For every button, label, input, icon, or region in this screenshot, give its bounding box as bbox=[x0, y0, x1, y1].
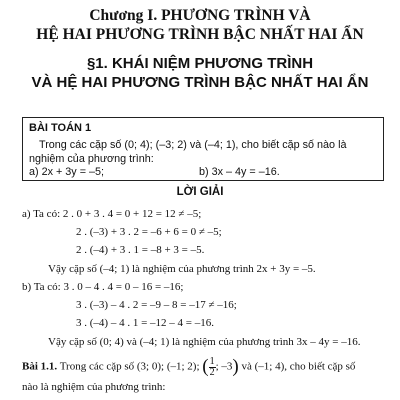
solution-b-line2: 3 . (–3) – 4 . 2 = –9 – 8 = –17 ≠ –16; bbox=[76, 299, 237, 311]
exercise-text-after: và (–1; 4), cho biết cặp số bbox=[238, 360, 356, 373]
exercise-label: Bài 1.1. bbox=[22, 360, 58, 373]
exercise-text-before: Trong các cặp số (3; 0); (–1; 2); bbox=[57, 360, 200, 373]
open-paren: ( bbox=[202, 356, 209, 377]
section-title-line2: VÀ HỆ HAI PHƯƠNG TRÌNH BẬC NHẤT HAI ẨN bbox=[31, 74, 369, 91]
problem-option-a: a) 2x + 3y = –5; bbox=[29, 166, 105, 178]
exercise-line2: nào là nghiệm của phương trình: bbox=[22, 381, 166, 393]
problem-option-b: b) 3x – 4y = –16. bbox=[199, 166, 280, 178]
fraction bbox=[209, 357, 216, 378]
problem-text: Trong các cặp số (0; 4); (–3; 2) và (–4; 1), cho biết cặp số nào là nghiệm của phương trình: bbox=[29, 139, 347, 165]
exercise-text-frac-after: ; –3 bbox=[215, 360, 233, 373]
section-title bbox=[0, 54, 400, 92]
solution-b-conclusion: Vậy cặp số (0; 4) và (–4; 1) là nghiệm của phương trình 3x – 4y = –16. bbox=[48, 336, 361, 348]
problem-box bbox=[22, 117, 384, 181]
problem-title: BÀI TOÁN 1 bbox=[29, 122, 92, 134]
close-paren: ) bbox=[232, 356, 239, 377]
chapter-title bbox=[0, 6, 400, 44]
chapter-title-line2: HỆ HAI PHƯƠNG TRÌNH BẬC NHẤT HAI ẨN bbox=[36, 26, 364, 43]
solution-a-intro: a) Ta có: 2 . 0 + 3 . 4 = 0 + 12 = 12 ≠ –5; bbox=[22, 208, 202, 220]
solution-b-line3: 3 . (–4) – 4 . 1 = –12 – 4 = –16. bbox=[76, 317, 214, 329]
solution-a-conclusion: Vậy cặp số (–4; 1) là nghiệm của phương trình 2x + 3y = –5. bbox=[48, 263, 316, 275]
solution-b-intro: b) Ta có: 3 . 0 – 4 . 4 = 0 – 16 = –16; bbox=[22, 281, 184, 293]
solution-a-line2: 2 . (–3) + 3 . 2 = –6 + 6 = 0 ≠ –5; bbox=[76, 226, 222, 238]
chapter-title-line1: Chương I. PHƯƠNG TRÌNH VÀ bbox=[89, 7, 311, 24]
exercise-line1 bbox=[22, 356, 355, 378]
solution-title: LỜI GIẢI bbox=[176, 186, 224, 198]
section-title-line1: §1. KHÁI NIỆM PHƯƠNG TRÌNH bbox=[86, 55, 314, 72]
fraction-denominator: 2 bbox=[209, 366, 215, 378]
solution-a-line3: 2 . (–4) + 3 . 1 = –8 + 3 = –5. bbox=[76, 244, 205, 256]
fraction-numerator: 1 bbox=[209, 355, 215, 367]
